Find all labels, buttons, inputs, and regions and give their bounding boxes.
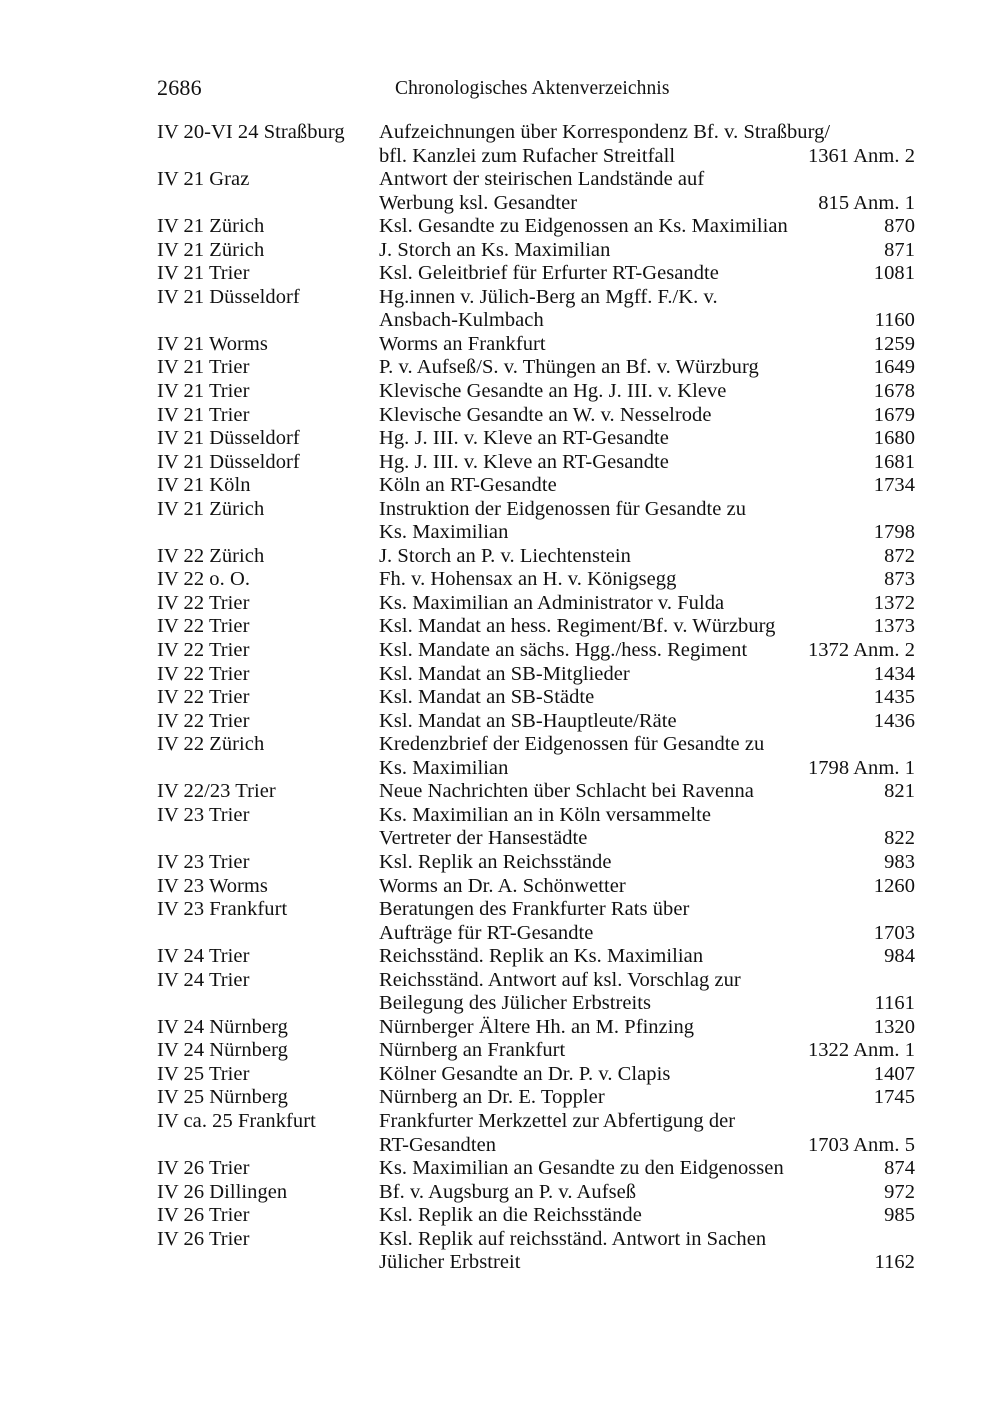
register-row: [157, 804, 915, 828]
register-row-date: IV 24 Nürnberg: [157, 1039, 288, 1062]
running-head: [157, 74, 917, 102]
register-row-description: J. Storch an Ks. Maximilian: [379, 238, 611, 261]
register-row-description: RT-Gesandten: [379, 1133, 497, 1156]
register-row: [157, 474, 915, 498]
register-row-description: Ksl. Mandat an hess. Regiment/Bf. v. Würzburg: [379, 615, 776, 638]
register-row: [157, 309, 915, 333]
register-row-page-reference: 985: [884, 1204, 915, 1227]
register-row-description: Hg.innen v. Jülich-Berg an Mgff. F./K. v.: [379, 285, 718, 308]
register-row: [157, 545, 915, 569]
register-row-page-reference: 1373: [873, 615, 915, 638]
register-row-page-reference: 1407: [873, 1062, 915, 1085]
register-row-date: IV 22 Zürich: [157, 544, 265, 567]
register-row-page-reference: 984: [884, 945, 915, 968]
register-row-page-reference: 1798: [873, 521, 915, 544]
register-row-date: IV 24 Trier: [157, 945, 250, 968]
register-row: [157, 121, 915, 145]
register-row-description: Nürnberg an Dr. E. Toppler: [379, 1086, 605, 1109]
register-row-date: IV 21 Zürich: [157, 497, 265, 520]
register-row-date: IV 21 Düsseldorf: [157, 285, 300, 308]
register-row: [157, 1110, 915, 1134]
register-row-date: IV 25 Nürnberg: [157, 1086, 288, 1109]
register-row-description: Ksl. Mandat an SB-Städte: [379, 686, 595, 709]
register-row-description: Worms an Frankfurt: [379, 332, 546, 355]
register-row: [157, 827, 915, 851]
register-row-page-reference: 1260: [873, 874, 915, 897]
register-row-page-reference: 1798 Anm. 1: [807, 756, 915, 779]
register-row-page-reference: 1649: [873, 356, 915, 379]
register-row-date: IV 22/23 Trier: [157, 780, 276, 803]
register-row-page-reference: 1160: [874, 309, 915, 332]
register-row-description: bfl. Kanzlei zum Rufacher Streitfall: [379, 144, 676, 167]
register-row: [157, 615, 915, 639]
register-row: [157, 898, 915, 922]
register-row-description: Hg. J. III. v. Kleve an RT-Gesandte: [379, 427, 669, 450]
register-row-page-reference: 815 Anm. 1: [818, 191, 915, 214]
register-row-page-reference: 1320: [873, 1015, 915, 1038]
register-row: [157, 1204, 915, 1228]
register-row: [157, 239, 915, 263]
register-row-page-reference: 874: [884, 1157, 915, 1180]
register-row-description: Kölner Gesandte an Dr. P. v. Clapis: [379, 1062, 671, 1085]
register-row-date: IV 23 Trier: [157, 850, 250, 873]
register-row-page-reference: 1361 Anm. 2: [807, 144, 915, 167]
register-row-date: IV 25 Trier: [157, 1062, 250, 1085]
register-row-page-reference: 873: [884, 568, 915, 591]
register-row: [157, 145, 915, 169]
register-row-description: Ks. Maximilian an Gesandte zu den Eidgenossen: [379, 1157, 784, 1180]
register-row: [157, 1251, 915, 1275]
register-row-description: Ksl. Replik an Reichsstände: [379, 850, 612, 873]
register-row-description: Aufzeichnungen über Korrespondenz Bf. v. Straßburg/: [379, 121, 831, 143]
chronological-register: [157, 121, 915, 1275]
register-row-description: Bf. v. Augsburg an P. v. Aufseß: [379, 1180, 637, 1203]
register-row-date: IV 21 Graz: [157, 168, 250, 191]
register-row: [157, 498, 915, 522]
register-row: [157, 733, 915, 757]
register-row-description: Ksl. Mandate an sächs. Hgg./hess. Regiment: [379, 639, 748, 662]
register-row-date: IV 23 Trier: [157, 803, 250, 826]
register-row-date: IV 22 Trier: [157, 662, 250, 685]
register-row-page-reference: 1434: [873, 662, 915, 685]
register-row-page-reference: 1436: [873, 709, 915, 732]
register-row: [157, 710, 915, 734]
register-row: [157, 568, 915, 592]
register-row: [157, 1086, 915, 1110]
register-row-page-reference: 983: [884, 850, 915, 873]
register-row: [157, 215, 915, 239]
register-row-date: IV 23 Worms: [157, 874, 268, 897]
register-row-description: Köln an RT-Gesandte: [379, 474, 557, 497]
register-row-page-reference: 1680: [873, 427, 915, 450]
register-row-page-reference: 1322 Anm. 1: [807, 1039, 915, 1062]
register-row-page-reference: 1703 Anm. 5: [807, 1133, 915, 1156]
register-row-date: IV 20-VI 24 Straßburg: [157, 121, 345, 143]
register-row-description: Reichsständ. Replik an Ks. Maximilian: [379, 945, 704, 968]
register-row: [157, 192, 915, 216]
register-row-page-reference: 1372 Anm. 2: [807, 639, 915, 662]
register-row: [157, 356, 915, 380]
register-row: [157, 875, 915, 899]
register-row-description: Ksl. Replik an die Reichsstände: [379, 1204, 642, 1227]
register-row: [157, 592, 915, 616]
register-row-description: Hg. J. III. v. Kleve an RT-Gesandte: [379, 450, 669, 473]
register-row-description: Beilegung des Jülicher Erbstreits: [379, 992, 652, 1015]
register-row-description: Instruktion der Eidgenossen für Gesandte zu: [379, 497, 747, 520]
register-row-description: Ksl. Replik auf reichsständ. Antwort in Sachen: [379, 1227, 767, 1250]
register-row-description: Fh. v. Hohensax an H. v. Königsegg: [379, 568, 677, 591]
register-row-description: Vertreter der Hansestädte: [379, 827, 588, 850]
register-row-date: IV 21 Trier: [157, 403, 250, 426]
register-row-description: Reichsständ. Antwort auf ksl. Vorschlag zur: [379, 968, 741, 991]
register-row-date: IV 22 Trier: [157, 686, 250, 709]
register-row: [157, 404, 915, 428]
register-row: [157, 168, 915, 192]
register-row: [157, 1181, 915, 1205]
register-row-page-reference: 1679: [873, 403, 915, 426]
register-row-description: Ks. Maximilian: [379, 521, 509, 544]
register-row-date: IV 26 Trier: [157, 1157, 250, 1180]
register-row-page-reference: 822: [884, 827, 915, 850]
register-row-description: Werbung ksl. Gesandter: [379, 191, 578, 214]
register-row-description: P. v. Aufseß/S. v. Thüngen an Bf. v. Würzburg: [379, 356, 759, 379]
register-row-description: Klevische Gesandte an W. v. Nesselrode: [379, 403, 712, 426]
register-row-description: Jülicher Erbstreit: [379, 1251, 521, 1274]
register-row-description: Neue Nachrichten über Schlacht bei Ravenna: [379, 780, 754, 803]
register-row-description: Ks. Maximilian: [379, 756, 509, 779]
register-row-description: J. Storch an P. v. Liechtenstein: [379, 544, 631, 567]
register-row-page-reference: 1259: [873, 332, 915, 355]
register-row-page-reference: 1681: [873, 450, 915, 473]
register-row: [157, 1063, 915, 1087]
register-row-date: IV 22 Zürich: [157, 733, 265, 756]
register-row-date: IV 26 Trier: [157, 1227, 250, 1250]
register-row-page-reference: 1372: [873, 591, 915, 614]
register-row-description: Nürnberg an Frankfurt: [379, 1039, 566, 1062]
register-row: [157, 922, 915, 946]
register-row-date: IV 22 Trier: [157, 639, 250, 662]
register-row: [157, 262, 915, 286]
register-row: [157, 686, 915, 710]
register-row-page-reference: 1435: [873, 686, 915, 709]
register-row-description: Ks. Maximilian an Administrator v. Fulda: [379, 591, 725, 614]
register-row-description: Ks. Maximilian an in Köln versammelte: [379, 803, 712, 826]
register-row-description: Nürnberger Ältere Hh. an M. Pfinzing: [379, 1015, 695, 1038]
register-row-date: IV 24 Trier: [157, 968, 250, 991]
register-row-description: Beratungen des Frankfurter Rats über: [379, 898, 690, 921]
register-row: [157, 451, 915, 475]
register-row-date: IV 23 Frankfurt: [157, 898, 288, 921]
register-row: [157, 639, 915, 663]
register-row-page-reference: 870: [884, 215, 915, 238]
register-row-date: IV 22 Trier: [157, 591, 250, 614]
register-row: [157, 1039, 915, 1063]
register-row-description: Worms an Dr. A. Schönwetter: [379, 874, 626, 897]
register-row: [157, 663, 915, 687]
register-row-page-reference: 1745: [873, 1086, 915, 1109]
register-row-description: Ksl. Mandat an SB-Hauptleute/Räte: [379, 709, 677, 732]
register-row: [157, 945, 915, 969]
register-row: [157, 851, 915, 875]
register-row-page-reference: 1734: [873, 474, 915, 497]
register-row-date: IV 22 o. O.: [157, 568, 250, 591]
register-row-date: IV 21 Trier: [157, 356, 250, 379]
register-row: [157, 757, 915, 781]
register-row-date: IV 21 Trier: [157, 262, 250, 285]
register-row-page-reference: 1161: [874, 992, 915, 1015]
register-row-description: Klevische Gesandte an Hg. J. III. v. Kleve: [379, 380, 727, 403]
register-row-description: Ansbach-Kulmbach: [379, 309, 544, 332]
register-row-date: IV 21 Düsseldorf: [157, 427, 300, 450]
register-row: [157, 1016, 915, 1040]
register-row-description: Ksl. Gesandte zu Eidgenossen an Ks. Maximilian: [379, 215, 788, 238]
register-row-date: IV 21 Zürich: [157, 238, 265, 261]
register-row-date: IV ca. 25 Frankfurt: [157, 1109, 316, 1132]
register-row-date: IV 22 Trier: [157, 615, 250, 638]
register-row: [157, 286, 915, 310]
register-row-page-reference: 1703: [873, 921, 915, 944]
register-row-page-reference: 1678: [873, 380, 915, 403]
register-row-description: Kredenzbrief der Eidgenossen für Gesandte zu: [379, 733, 765, 756]
register-row-date: IV 21 Düsseldorf: [157, 450, 300, 473]
register-row: [157, 427, 915, 451]
register-row: [157, 1228, 915, 1252]
register-row: [157, 521, 915, 545]
register-row-date: IV 21 Köln: [157, 474, 251, 497]
register-row: [157, 380, 915, 404]
register-row-page-reference: 1081: [873, 262, 915, 285]
register-row-page-reference: 872: [884, 544, 915, 567]
register-row-page-reference: 972: [884, 1180, 915, 1203]
running-head-title: Chronologisches Aktenverzeichnis: [395, 78, 670, 99]
register-row-description: Frankfurter Merkzettel zur Abfertigung der: [379, 1109, 736, 1132]
register-row: [157, 969, 915, 993]
register-row-page-reference: 821: [884, 780, 915, 803]
register-row: [157, 780, 915, 804]
register-row-date: IV 22 Trier: [157, 709, 250, 732]
register-row-description: Ksl. Geleitbrief für Erfurter RT-Gesandte: [379, 262, 719, 285]
register-row-description: Aufträge für RT-Gesandte: [379, 921, 594, 944]
register-row: [157, 1157, 915, 1181]
register-row-date: IV 21 Zürich: [157, 215, 265, 238]
register-row: [157, 992, 915, 1016]
register-row-date: IV 21 Trier: [157, 380, 250, 403]
register-row-date: IV 26 Trier: [157, 1204, 250, 1227]
register-row-page-reference: 871: [884, 238, 915, 261]
page-folio-number: 2686: [157, 75, 202, 100]
register-row: [157, 1134, 915, 1158]
register-row-date: IV 26 Dillingen: [157, 1180, 288, 1203]
register-row-date: IV 21 Worms: [157, 332, 268, 355]
register-row-date: IV 24 Nürnberg: [157, 1015, 288, 1038]
register-row-description: Antwort der steirischen Landstände auf: [379, 168, 705, 191]
register-row: [157, 333, 915, 357]
register-row-page-reference: 1162: [874, 1251, 915, 1274]
register-row-description: Ksl. Mandat an SB-Mitglieder: [379, 662, 630, 685]
